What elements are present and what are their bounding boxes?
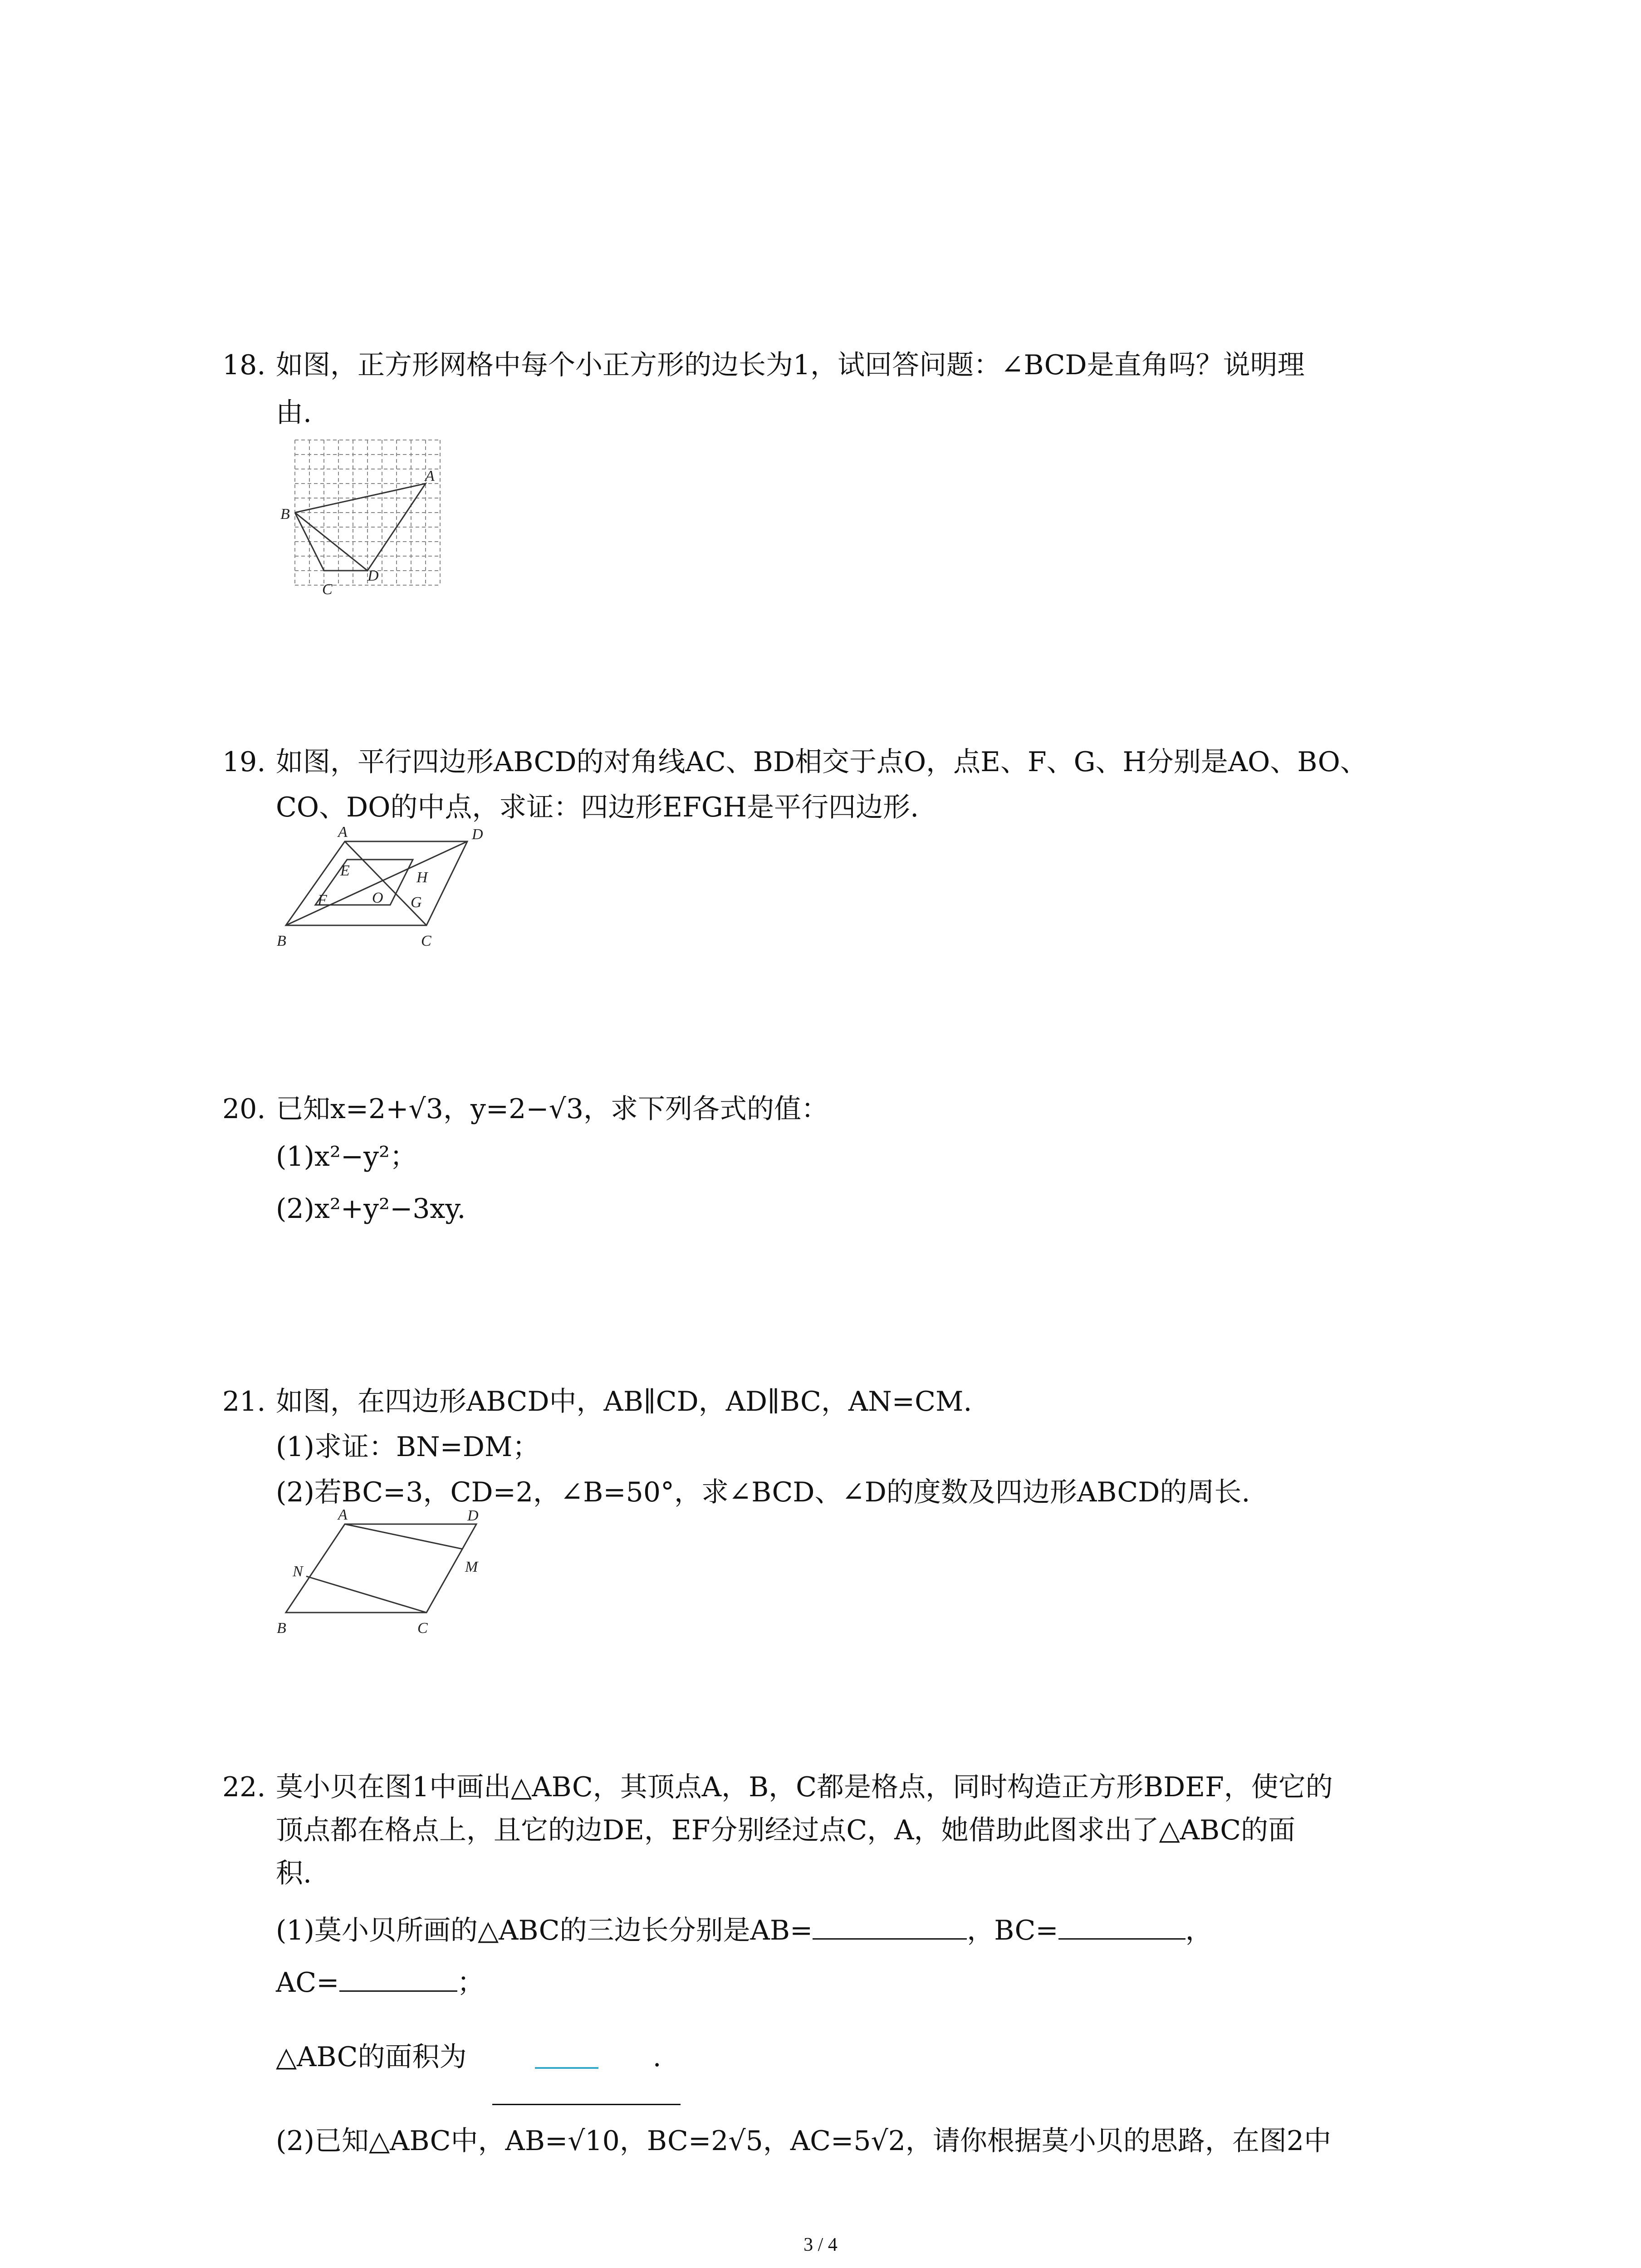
q22-sub1-ac-row xyxy=(276,1964,485,2001)
q22-line3: 积. xyxy=(276,1857,312,1889)
q19-label-h: H xyxy=(416,869,428,886)
q20-sub1: (1)x²−y²； xyxy=(276,1141,417,1173)
q18-grid-figure xyxy=(277,435,458,610)
q22-sub1-row xyxy=(276,1912,1213,1949)
q22-area-row xyxy=(276,2039,661,2075)
q18-line1 xyxy=(222,347,1305,383)
q19-text-line1: 如图，平行四边形ABCD的对角线AC、BD相交于点O，点E、F、G、H分别是AO、BO、 xyxy=(276,746,1367,778)
q22-sub1-sep: ， xyxy=(1185,1915,1213,1946)
q22-sub1-ab-label: (1)莫小贝所画的△ABC的三边长分别是AB= xyxy=(276,1915,813,1946)
q22-area-label: △ABC的面积为 xyxy=(276,2041,467,2073)
q19-label-f: F xyxy=(318,892,327,909)
q19-line2: CO、DO的中点，求证：四边形EFGH是平行四边形. xyxy=(276,792,919,823)
q19-label-c: C xyxy=(421,933,431,949)
q22-text-line1: 莫小贝在图1中画出△ABC，其顶点A，B，C都是格点，同时构造正方形BDEF，使它的 xyxy=(276,1771,1333,1803)
q18-line2: 由. xyxy=(276,397,312,429)
q19-label-a: A xyxy=(338,824,348,841)
q22-area-end: . xyxy=(652,2041,661,2073)
q21-sub2: (2)若BC=3，CD=2，∠B=50°，求∠BCD、∠D的度数及四边形ABCD的周长. xyxy=(276,1476,1250,1508)
q19-number: 19. xyxy=(222,746,266,778)
q18-number: 18. xyxy=(222,349,266,381)
q21-label-n: N xyxy=(293,1563,303,1580)
q18-label-a: A xyxy=(425,468,435,484)
q21-quadrilateral-figure xyxy=(272,1506,499,1637)
q21-label-b: B xyxy=(277,1620,286,1637)
q21-number: 21. xyxy=(222,1386,266,1418)
q22-ac-answer-blank[interactable] xyxy=(339,1964,457,1992)
q18-label-b: B xyxy=(280,506,290,523)
q20-text-line1: 已知x=2+√3，y=2−√3，求下列各式的值： xyxy=(276,1093,828,1125)
q22-bc-answer-blank[interactable] xyxy=(1058,1912,1185,1940)
q22-sub1-end: ； xyxy=(457,1967,485,1999)
q21-label-m: M xyxy=(465,1559,478,1575)
q22-sub1-ac-label: AC= xyxy=(276,1967,339,1999)
page-number: 3 / 4 xyxy=(803,2234,838,2255)
q21-label-a: A xyxy=(338,1506,348,1523)
q21-line1 xyxy=(222,1383,972,1420)
q19-parallelogram-figure xyxy=(272,823,508,959)
q18-label-d: D xyxy=(367,567,379,584)
q19-line1 xyxy=(222,744,1367,780)
q22-sub1-bc-label: ，BC= xyxy=(967,1915,1058,1946)
q20-number: 20. xyxy=(222,1093,266,1125)
q18-label-c: C xyxy=(322,581,333,598)
q21-text-line1: 如图，在四边形ABCD中，AB∥CD，AD∥BC，AN=CM. xyxy=(276,1386,972,1418)
q21-label-d: D xyxy=(467,1507,479,1524)
q22-area-answer-blank[interactable] xyxy=(535,2049,598,2069)
q20-sub2: (2)x²+y²−3xy. xyxy=(276,1193,466,1225)
q21-label-c: C xyxy=(417,1620,428,1637)
q22-line1 xyxy=(222,1769,1333,1805)
q19-label-o: O xyxy=(372,890,383,906)
q19-label-g: G xyxy=(411,894,422,911)
q22-line2: 顶点都在格点上，且它的边DE，EF分别经过点C，A，她借助此图求出了△ABC的面 xyxy=(276,1814,1296,1846)
q22-number: 22. xyxy=(222,1771,266,1803)
q18-text-line1: 如图，正方形网格中每个小正方形的边长为1，试回答问题：∠BCD是直角吗？说明理 xyxy=(276,349,1305,381)
q19-label-b: B xyxy=(277,933,286,949)
q22-ab-answer-blank[interactable] xyxy=(813,1912,967,1940)
q20-line1 xyxy=(222,1091,828,1127)
q21-sub1: (1)求证：BN=DM； xyxy=(276,1431,540,1463)
q19-label-e: E xyxy=(340,862,350,879)
q22-decorative-overline xyxy=(492,2104,681,2105)
q22-sub2: (2)已知△ABC中，AB=√10，BC=2√5，AC=5√2，请你根据莫小贝的思路，在图2中 xyxy=(276,2125,1332,2157)
q19-label-d: D xyxy=(472,826,483,843)
